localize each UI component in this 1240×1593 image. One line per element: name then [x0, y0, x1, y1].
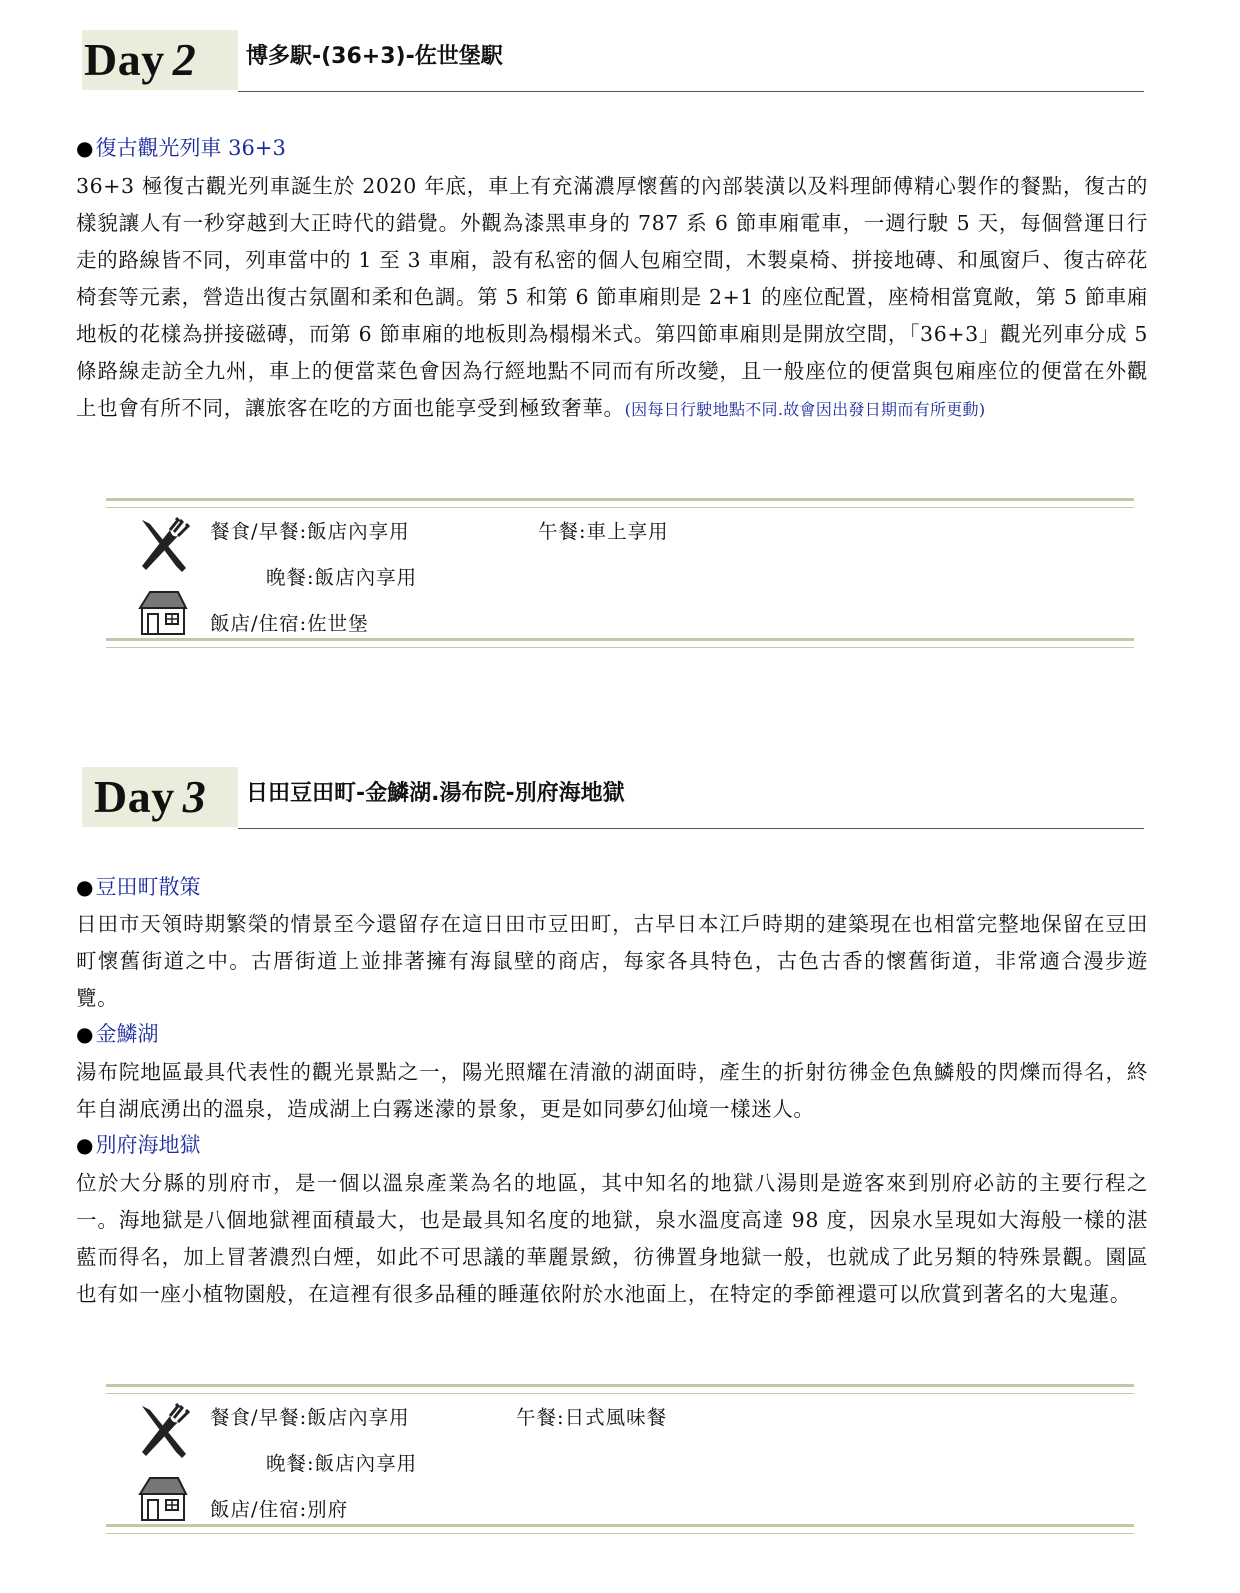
- day3-breakfast: 餐食/早餐:飯店內享用: [210, 1406, 410, 1429]
- day2-label: Day: [84, 34, 165, 85]
- day2-section-title-text: 復古觀光列車 36+3: [95, 136, 286, 160]
- day3-meal-bottom-rule: [106, 1524, 1134, 1534]
- day3-section-2-title-text: 金鱗湖: [95, 1022, 159, 1046]
- bullet-icon: ●: [76, 875, 94, 899]
- day3-dinner: 晚餐:飯店內享用: [266, 1452, 418, 1475]
- day3-section-3-title: [76, 1130, 200, 1160]
- day3-route: 日田豆田町-金鱗湖.湯布院-別府海地獄: [246, 781, 625, 806]
- day2-dinner: 晚餐:飯店內享用: [266, 566, 418, 589]
- day2-paragraph: [76, 168, 1148, 428]
- day3-meal-box: [106, 1384, 1134, 1534]
- day3-badge: [82, 767, 238, 827]
- day2-breakfast: 餐食/早餐:飯店內享用: [210, 520, 410, 543]
- day2-meal-top-rule: [106, 498, 1134, 508]
- fork-knife-icon: [136, 516, 192, 574]
- day2-number: 2: [172, 34, 197, 85]
- day3-section-1-title-text: 豆田町散策: [95, 875, 201, 899]
- day2-paragraph-text: 36+3 極復古觀光列車誕生於 2020 年底，車上有充滿濃厚懷舊的內部裝潢以及料理師傅精心製作的餐點，復古的樣貌讓人有一秒穿越到大正時代的錯覺。外觀為漆黑車身的 787 系 6 節車廂電車，一週行駛 5 天，每個營運日行走的路線皆不同，列車當中的 1 至 3 車廂，設有私密的個人包廂空間，木製桌椅、拼接地磚、和風窗戶、復古碎花椅套等元素，營造出復古氛圍和柔和色調。第 5 和第 6 節車廂則是 2+1 的座位配置，座椅相當寬敞，第 5 節車廂地板的花樣為拼接磁磚，而第 6 節車廂的地板則為榻榻米式。第四節車廂則是開放空間，「36+3」觀光列車分成 5 條路線走訪全九州，車上的便當菜色會因為行經地點不同而有所改變，且一般座位的便當與包廂座位的便當在外觀上也會有所不同，讓旅客在吃的方面也能享受到極致奢華。: [76, 174, 1148, 420]
- day3-section-2-title: [76, 1019, 158, 1049]
- day3-hotel: 飯店/住宿:別府: [210, 1498, 349, 1521]
- day3-section-1-title: [76, 872, 200, 902]
- day2-lunch: 午餐:車上享用: [538, 520, 669, 543]
- day3-section-1-text: 日田市天領時期繁榮的情景至今還留存在這日田市豆田町，古早日本江戶時期的建築現在也相當完整地保留在豆田町懷舊街道之中。古厝街道上並排著擁有海鼠壁的商店，每家各具特色，古色古香的懷舊街道，非常適合漫步遊覽。: [76, 912, 1148, 1010]
- house-icon: [136, 588, 188, 636]
- day2-hotel: 飯店/住宿:佐世堡: [210, 612, 369, 635]
- day2-meal-box: [106, 498, 1134, 648]
- day3-lunch: 午餐:日式風味餐: [516, 1406, 668, 1429]
- bullet-icon: ●: [76, 136, 94, 160]
- bullet-icon: ●: [76, 1133, 94, 1157]
- day2-header-rule: [238, 91, 1144, 92]
- day2-section-title: [76, 133, 286, 163]
- day3-header-rule: [238, 828, 1144, 829]
- day2-note: (因每日行駛地點不同.故會因出發日期而有所更動): [624, 400, 986, 419]
- day2-route: 博多駅-(36+3)-佐世堡駅: [246, 44, 503, 69]
- day3-label: Day: [94, 771, 175, 822]
- day2-badge: [82, 30, 238, 90]
- day3-header: [82, 767, 1144, 827]
- day3-meal-top-rule: [106, 1384, 1134, 1394]
- day2-meal-bottom-rule: [106, 638, 1134, 648]
- bullet-icon: ●: [76, 1022, 94, 1046]
- day3-section-3-text: 位於大分縣的別府市，是一個以溫泉產業為名的地區，其中知名的地獄八湯則是遊客來到別府必訪的主要行程之一。海地獄是八個地獄裡面積最大，也是最具知名度的地獄，泉水溫度高達 98 度，因泉水呈現如大海般一樣的湛藍而得名，加上冒著濃烈白煙，如此不可思議的華麗景緻，彷彿置身地獄一般，也就成了此另類的特殊景觀。園區也有如一座小植物園般，在這裡有很多品種的睡蓮依附於水池面上，在特定的季節裡還可以欣賞到著名的大鬼蓮。: [76, 1171, 1148, 1306]
- day2-header: [82, 30, 1144, 90]
- house-icon: [136, 1474, 188, 1522]
- fork-knife-icon: [136, 1402, 192, 1460]
- day3-number: 3: [182, 771, 207, 822]
- day3-section-2-text: 湯布院地區最具代表性的觀光景點之一，陽光照耀在清澈的湖面時，產生的折射彷彿金色魚鱗般的閃爍而得名，終年自湖底湧出的溫泉，造成湖上白霧迷濛的景象，更是如同夢幻仙境一樣迷人。: [76, 1060, 1148, 1121]
- day3-section-3-title-text: 別府海地獄: [95, 1133, 201, 1157]
